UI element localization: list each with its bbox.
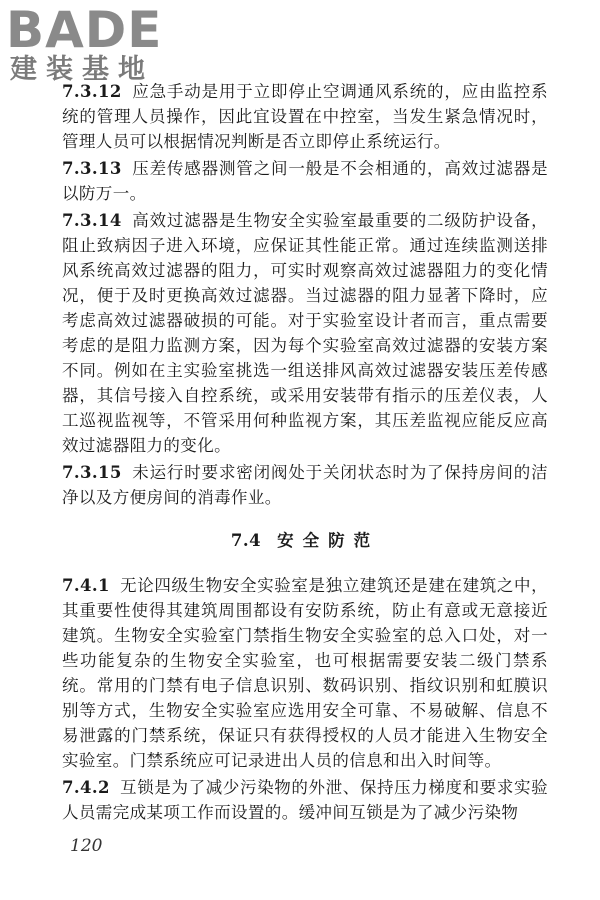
clause-text: 应急手动是用于立即停止空调通风系统的，应由监控系统的管理人员操作，因此宜设置在中控室，当发生紧急情况时，管理人员可以根据情况判断是否立即停止系统运行。	[62, 82, 548, 151]
clause-text: 互锁是为了减少污染物的外泄、保持压力梯度和要求实验人员需完成某项工作而设置的。缓冲间互锁是为了减少污染物	[62, 778, 548, 822]
clause-7-3-15	[62, 460, 548, 510]
clause-number: 7.3.12	[62, 82, 122, 101]
clause-7-3-12	[62, 79, 548, 154]
clause-7-4-2	[62, 775, 548, 825]
clause-text: 高效过滤器是生物安全实验室最重要的二级防护设备，阻止致病因子进入环境，应保证其性能正常。通过连续监测送排风系统高效过滤器的阻力，可实时观察高效过滤器阻力的变化情况，便于及时更换高效过滤器。当过滤器的阻力显著下降时，应考虑高效过滤器破损的可能。对于实验室设计者而言，重点需要考虑的是阻力监测方案，因为每个实验室高效过滤器的安装方案不同。例如在主实验室挑选一组送排风高效过滤器安装压差传感器，其信号接入自控系统，或采用安装带有指示的压差仪表，人工巡视监视等，不管采用何种监视方案，其压差监视应能反应高效过滤器阻力的变化。	[62, 211, 548, 455]
clause-number: 7.4.2	[62, 778, 110, 797]
clause-number: 7.3.14	[62, 211, 122, 230]
page-content	[62, 79, 548, 827]
clause-number: 7.3.13	[62, 159, 122, 178]
clause-7-3-14	[62, 208, 548, 458]
logo-subtitle: 建装基地	[10, 54, 154, 85]
logo-text: BADE	[6, 1, 163, 59]
section-heading	[62, 528, 548, 553]
clause-text: 压差传感器测管之间一般是不会相通的，高效过滤器是以防万一。	[62, 159, 548, 203]
page-number: 120	[70, 836, 103, 856]
clause-text: 未运行时要求密闭阀处于关闭状态时为了保持房间的洁净以及方便房间的消毒作业。	[62, 463, 548, 507]
clause-number: 7.3.15	[62, 463, 122, 482]
clause-text: 无论四级生物安全实验室是独立建筑还是建在建筑之中，其重要性使得其建筑周围都设有安防系统，防止有意或无意接近建筑。生物安全实验室门禁指生物安全实验室的总入口处，对一些功能复杂的生物安全实验室，也可根据需要安装二级门禁系统。常用的门禁有电子信息识别、数码识别、指纹识别和虹膜识别等方式，生物安全实验室应选用安全可靠、不易破解、信息不易泄露的门禁系统，保证只有获得授权的人员才能进入生物安全实验室。门禁系统应可记录进出人员的信息和出入时间等。	[62, 576, 548, 770]
section-number: 7.4	[230, 531, 262, 550]
section-title: 安全防范	[277, 531, 380, 550]
clause-7-3-13	[62, 156, 548, 206]
clause-number: 7.4.1	[62, 576, 110, 595]
clause-7-4-1	[62, 573, 548, 773]
